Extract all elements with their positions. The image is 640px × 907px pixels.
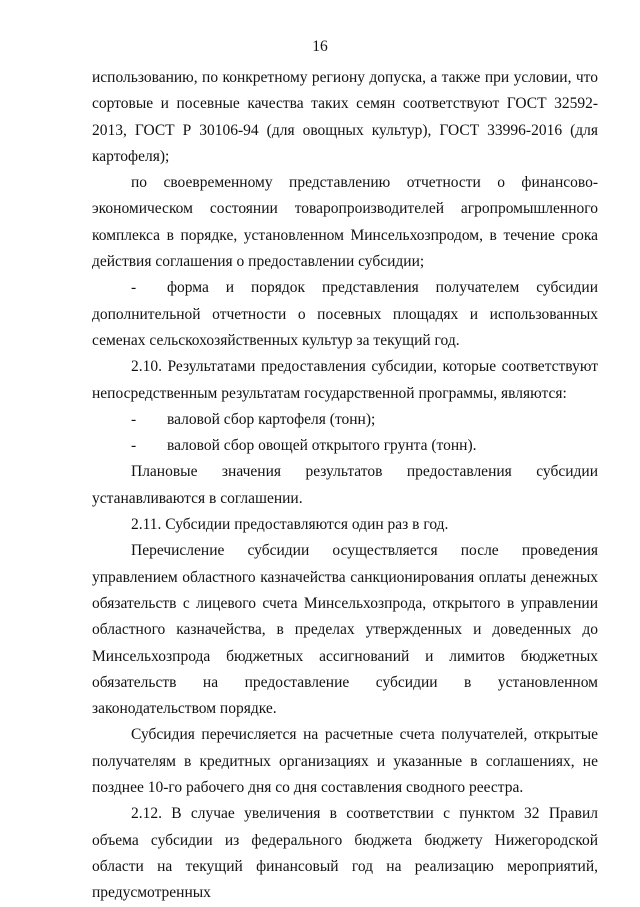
paragraph-seed-quality: использованию, по конкретному региону допуска, а также при условии, что сортовые и посевные качества таких семян соответствуют ГОСТ 32592-2013, ГОСТ Р 30106-94 (для овощных культур), ГОСТ 33996-2016 (для картофеля); — [92, 69, 598, 165]
paragraph-section-2-12: 2.12. В случае увеличения в соответствии с пунктом 32 Правил объема субсидии из федерального бюджета бюджету Нижегородской области на текущий финансовый год на реализацию мероприятий, предусмотренных — [92, 805, 598, 902]
list-item-potato — [92, 407, 598, 433]
dash-marker: - — [131, 410, 137, 428]
dash-marker: - — [131, 279, 137, 297]
document-body — [92, 65, 598, 907]
report-form-text: форма и порядок представления получателем субсидии дополнительной отчетности о посевных площадях и использованных семенах сельскохозяйственных культур за текущий год. — [92, 279, 598, 349]
paragraph-transfer: Перечисление субсидии осуществляется после проведения управлением областного казначейства санкционирования оплаты денежных обязательств с лицевого счета Минсельхозпрода, открытого в управлении областного казначейства, в пределах утвержденных и доведенных до Минсельхозпрода бюджетных ассигнований и лимитов бюджетных обязательств на предоставление субсидии в установленном законодательством порядке. — [92, 542, 598, 718]
list-item-text: валовой сбор овощей открытого грунта (тонн). — [167, 437, 477, 455]
paragraph-section-2-10: 2.10. Результатами предоставления субсидии, которые соответствуют непосредственным результатам государственной программы, являются: — [92, 358, 598, 402]
paragraph-report-form — [92, 275, 598, 354]
dash-marker: - — [131, 437, 137, 455]
list-item-text: валовой сбор картофеля (тонн); — [167, 410, 376, 428]
paragraph-section-2-11: 2.11. Субсидии предоставляются один раз в год. — [131, 516, 449, 534]
page-number: 16 — [312, 38, 328, 55]
list-item-vegetables — [92, 433, 598, 459]
paragraph-planned-values: Плановые значения результатов предоставления субсидии устанавливаются в соглашении. — [92, 463, 598, 507]
paragraph-accounts: Субсидия перечисляется на расчетные счета получателей, открытые получателям в кредитных организациях и указанные в соглашениях, не позднее 10-го рабочего дня со дня составления сводного реестра. — [92, 726, 598, 797]
paragraph-reporting: по своевременному представлению отчетности о финансово-экономическом состоянии товаропроизводителей агропромышленного комплекса в порядке, установленном Минсельхозпродом, в течение срока действия соглашения о предоставлении субсидии; — [92, 174, 598, 271]
